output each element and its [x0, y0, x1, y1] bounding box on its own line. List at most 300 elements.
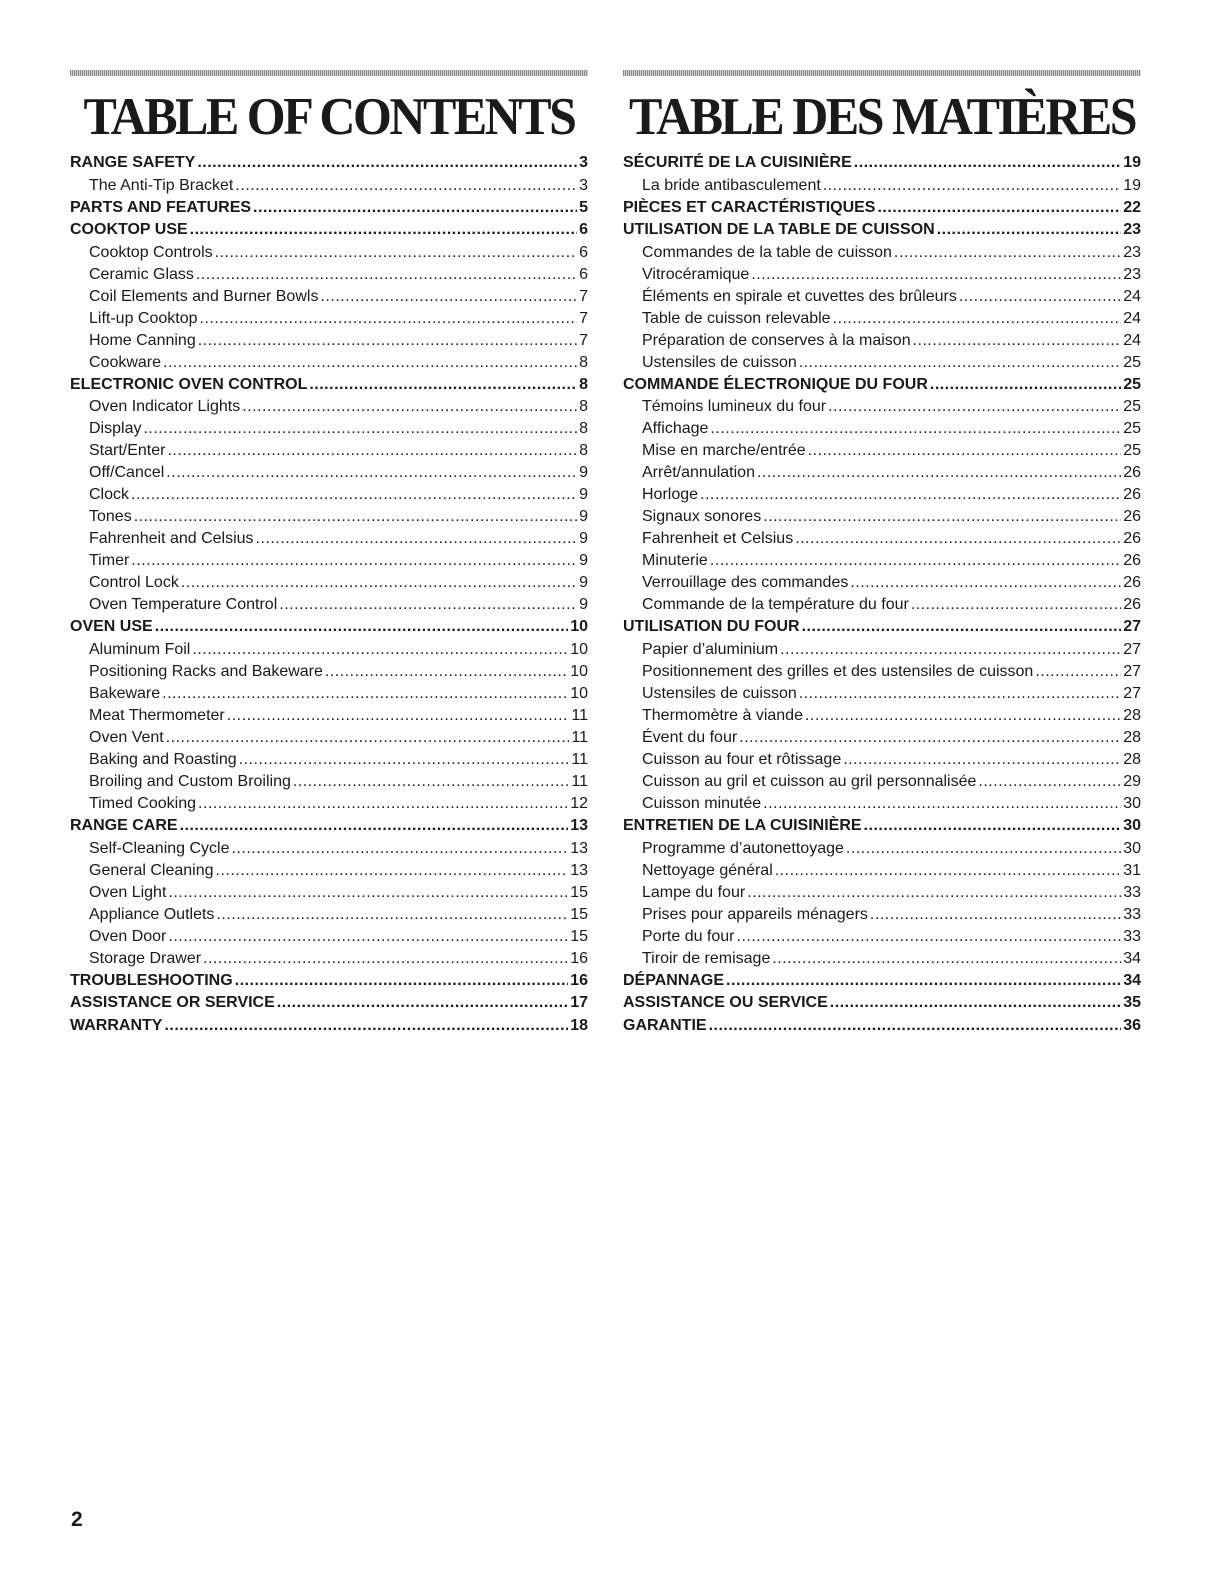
toc-entries-french	[623, 152, 1141, 1037]
toc-title-english: TABLE OF CONTENTS	[83, 86, 575, 146]
toc-subsection-entry	[70, 352, 588, 374]
entry-title: Ustensiles de cuisson	[642, 684, 797, 702]
toc-subsection-entry	[623, 175, 1141, 197]
dot-leader	[710, 550, 1121, 572]
entry-page-number: 27	[1123, 684, 1141, 702]
toc-subsection-entry	[70, 330, 588, 352]
toc-entries-english	[70, 152, 588, 1037]
dot-leader	[846, 838, 1121, 860]
entry-page-number: 34	[1123, 971, 1141, 989]
entry-title: Control Lock	[89, 574, 179, 592]
entry-title: Commandes de la table de cuisson	[642, 243, 892, 261]
entry-title: Cookware	[89, 353, 162, 371]
entry-title: Évent du four	[642, 728, 738, 746]
entry-page-number: 10	[570, 640, 588, 658]
toc-subsection-entry	[623, 352, 1141, 374]
entry-page-number: 22	[1123, 198, 1141, 216]
toc-subsection-entry	[623, 904, 1141, 926]
entry-title: Positioning Racks and Bakeware	[89, 662, 323, 680]
entry-title: Nettoyage général	[642, 861, 773, 879]
entry-title: WARRANTY	[70, 1016, 163, 1034]
entry-title: La bride antibasculement	[642, 176, 821, 194]
dot-leader	[808, 440, 1122, 462]
entry-title: RANGE CARE	[70, 816, 178, 834]
entry-page-number: 8	[579, 442, 588, 460]
toc-subsection-entry	[623, 926, 1141, 948]
entry-page-number: 26	[1123, 508, 1141, 526]
entry-title: Meat Thermometer	[89, 706, 225, 724]
entry-page-number: 8	[579, 353, 588, 371]
dot-leader	[1035, 661, 1121, 683]
entry-page-number: 10	[570, 662, 588, 680]
dot-leader	[913, 330, 1122, 352]
entry-page-number: 15	[570, 927, 588, 945]
toc-section-entry	[70, 815, 588, 838]
toc-section-entry	[623, 152, 1141, 175]
dot-leader	[279, 594, 577, 616]
toc-section-entry	[623, 219, 1141, 242]
toc-section-entry	[623, 815, 1141, 838]
entry-title: GARANTIE	[623, 1016, 707, 1034]
english-toc	[70, 70, 588, 1037]
entry-page-number: 26	[1123, 596, 1141, 614]
dot-leader	[235, 175, 577, 197]
dot-leader	[232, 838, 569, 860]
entry-title: Cooktop Controls	[89, 243, 213, 261]
entry-title: Mise en marche/entrée	[642, 442, 806, 460]
toc-section-entry	[623, 616, 1141, 639]
dot-leader	[242, 396, 577, 418]
entry-page-number: 36	[1123, 1016, 1141, 1034]
entry-page-number: 7	[579, 287, 588, 305]
entry-title: Thermomètre à viande	[642, 706, 803, 724]
dot-leader	[894, 242, 1121, 264]
entry-page-number: 35	[1123, 994, 1141, 1012]
entry-title: UTILISATION DE LA TABLE DE CUISSON	[623, 221, 935, 239]
dot-leader	[775, 860, 1121, 882]
entry-page-number: 9	[579, 596, 588, 614]
dot-leader	[168, 882, 568, 904]
dot-leader	[325, 661, 568, 683]
toc-subsection-entry	[623, 771, 1141, 793]
dot-leader	[710, 418, 1121, 440]
dot-leader	[215, 242, 577, 264]
dot-leader	[162, 683, 568, 705]
entry-page-number: 10	[570, 618, 588, 636]
entry-page-number: 26	[1123, 486, 1141, 504]
toc-subsection-entry	[623, 727, 1141, 749]
dot-leader	[772, 948, 1121, 970]
entry-title: ENTRETIEN DE LA CUISINIÈRE	[623, 816, 862, 834]
toc-subsection-entry	[623, 639, 1141, 661]
toc-subsection-entry	[623, 749, 1141, 771]
toc-subsection-entry	[70, 639, 588, 661]
toc-section-entry	[70, 152, 588, 175]
dot-leader	[155, 616, 569, 638]
entry-page-number: 9	[579, 530, 588, 548]
entry-title: Storage Drawer	[89, 949, 202, 967]
entry-page-number: 9	[579, 508, 588, 526]
toc-subsection-entry	[70, 396, 588, 418]
toc-subsection-entry	[70, 661, 588, 683]
entry-title: Display	[89, 420, 142, 438]
toc-subsection-entry	[623, 705, 1141, 727]
entry-title: Oven Indicator Lights	[89, 398, 241, 416]
dot-leader	[763, 506, 1121, 528]
entry-title: OVEN USE	[70, 618, 153, 636]
toc-subsection-entry	[623, 396, 1141, 418]
entry-title: Aluminum Foil	[89, 640, 191, 658]
toc-subsection-entry	[70, 440, 588, 462]
toc-subsection-entry	[70, 904, 588, 926]
toc-section-entry	[623, 374, 1141, 397]
entry-title: Baking and Roasting	[89, 750, 237, 768]
dot-leader	[134, 506, 577, 528]
dot-leader	[167, 440, 577, 462]
entry-title: Oven Vent	[89, 728, 164, 746]
toc-subsection-entry	[70, 749, 588, 771]
toc-subsection-entry	[623, 860, 1141, 882]
entry-title: Programme d’autonettoyage	[642, 839, 844, 857]
entry-title: Self-Cleaning Cycle	[89, 839, 230, 857]
entry-title: COOKTOP USE	[70, 221, 188, 239]
toc-subsection-entry	[70, 175, 588, 197]
entry-title: Appliance Outlets	[89, 905, 215, 923]
toc-subsection-entry	[623, 572, 1141, 594]
dot-leader	[739, 727, 1121, 749]
entry-page-number: 33	[1123, 905, 1141, 923]
dot-leader	[235, 970, 569, 992]
entry-title: Minuterie	[642, 552, 708, 570]
dot-leader	[164, 1015, 568, 1037]
toc-subsection-entry	[623, 683, 1141, 705]
entry-title: DÉPANNAGE	[623, 971, 725, 989]
toc-subsection-entry	[623, 528, 1141, 550]
entry-title: Table de cuisson relevable	[642, 309, 831, 327]
dot-leader	[181, 572, 577, 594]
dot-leader	[192, 639, 568, 661]
entry-page-number: 8	[579, 420, 588, 438]
dot-leader	[216, 860, 569, 882]
toc-subsection-entry	[70, 242, 588, 264]
entry-title: Horloge	[642, 486, 699, 504]
entry-title: SÉCURITÉ DE LA CUISINIÈRE	[623, 154, 852, 171]
entry-page-number: 28	[1123, 706, 1141, 724]
toc-subsection-entry	[70, 771, 588, 793]
toc-subsection-entry	[623, 462, 1141, 484]
entry-title: Timed Cooking	[89, 794, 197, 812]
toc-subsection-entry	[70, 705, 588, 727]
dot-leader	[277, 992, 568, 1014]
toc-subsection-entry	[70, 838, 588, 860]
dot-leader	[166, 462, 577, 484]
toc-subsection-entry	[623, 550, 1141, 572]
dot-leader	[200, 308, 578, 330]
entry-title: Cuisson au four et rôtissage	[642, 750, 842, 768]
toc-subsection-entry	[623, 330, 1141, 352]
entry-page-number: 8	[579, 398, 588, 416]
entry-title: Témoins lumineux du four	[642, 398, 827, 416]
entry-title: Off/Cancel	[89, 464, 165, 482]
dot-leader	[320, 286, 577, 308]
dot-leader	[197, 152, 577, 174]
entry-title: Bakeware	[89, 684, 161, 702]
dot-leader	[850, 572, 1121, 594]
entry-page-number: 9	[579, 552, 588, 570]
entry-title: General Cleaning	[89, 861, 214, 879]
entry-page-number: 7	[579, 309, 588, 327]
toc-subsection-entry	[70, 550, 588, 572]
toc-section-entry	[70, 992, 588, 1015]
entry-page-number: 6	[579, 243, 588, 261]
entry-title: Signaux sonores	[642, 508, 762, 526]
dot-leader	[854, 152, 1121, 174]
dot-leader	[726, 970, 1121, 992]
dot-leader	[309, 374, 577, 396]
entry-title: Cuisson minutée	[642, 794, 762, 812]
page-number: 2	[71, 1508, 83, 1531]
entry-title: Tiroir de remisage	[642, 949, 771, 967]
entry-page-number: 9	[579, 574, 588, 592]
entry-page-number: 3	[579, 176, 588, 194]
toc-section-entry	[70, 616, 588, 639]
entry-title: Fahrenheit and Celsius	[89, 530, 254, 548]
toc-subsection-entry	[623, 793, 1141, 815]
toc-subsection-entry	[70, 882, 588, 904]
dot-leader	[864, 815, 1122, 837]
entry-page-number: 26	[1123, 574, 1141, 592]
entry-page-number: 13	[570, 816, 588, 834]
entry-title: Coil Elements and Burner Bowls	[89, 287, 319, 305]
entry-title: Affichage	[642, 420, 709, 438]
entry-title: Porte du four	[642, 927, 735, 945]
dot-leader	[823, 175, 1121, 197]
entry-title: Oven Door	[89, 927, 167, 945]
entry-page-number: 31	[1123, 861, 1141, 879]
dot-leader	[911, 594, 1121, 616]
toc-subsection-entry	[70, 484, 588, 506]
dot-leader	[978, 771, 1121, 793]
toc-subsection-entry	[623, 506, 1141, 528]
entry-title: Commande de la température du four	[642, 596, 909, 614]
entry-page-number: 8	[579, 375, 588, 393]
dot-leader	[799, 352, 1121, 374]
entry-page-number: 26	[1123, 464, 1141, 482]
entry-title: UTILISATION DU FOUR	[623, 618, 800, 636]
entry-page-number: 18	[570, 1016, 588, 1034]
dot-leader	[830, 992, 1121, 1014]
entry-title: Papier d’aluminium	[642, 640, 779, 658]
toc-subsection-entry	[623, 418, 1141, 440]
entry-page-number: 27	[1123, 640, 1141, 658]
toc-subsection-entry	[623, 594, 1141, 616]
entry-title: COMMANDE ÉLECTRONIQUE DU FOUR	[623, 375, 928, 393]
entry-title: Lift-up Cooktop	[89, 309, 198, 327]
entry-page-number: 12	[570, 794, 588, 812]
entry-title: Tones	[89, 508, 132, 526]
entry-page-number: 28	[1123, 728, 1141, 746]
dot-leader	[239, 749, 570, 771]
entry-page-number: 17	[570, 994, 588, 1012]
entry-title: ASSISTANCE OR SERVICE	[70, 994, 275, 1012]
entry-page-number: 24	[1123, 331, 1141, 349]
entry-title: Cuisson au gril et cuisson au gril personnalisée	[642, 772, 977, 790]
entry-page-number: 29	[1123, 772, 1141, 790]
entry-title: Éléments en spirale et cuvettes des brûleurs	[642, 287, 957, 305]
toc-subsection-entry	[623, 882, 1141, 904]
dot-leader	[196, 264, 577, 286]
entry-title: Prises pour appareils ménagers	[642, 905, 868, 923]
entry-title: Arrêt/annulation	[642, 464, 755, 482]
entry-page-number: 11	[571, 728, 588, 746]
entry-title: Oven Light	[89, 883, 167, 901]
entry-title: ASSISTANCE OU SERVICE	[623, 994, 828, 1012]
dot-leader	[293, 771, 570, 793]
dot-leader	[203, 948, 568, 970]
entry-title: Préparation de conserves à la maison	[642, 331, 911, 349]
entry-title: Clock	[89, 486, 130, 504]
dot-leader	[757, 462, 1121, 484]
entry-page-number: 28	[1123, 750, 1141, 768]
dot-leader	[709, 1015, 1122, 1037]
french-toc	[623, 70, 1141, 1037]
dot-leader	[166, 727, 570, 749]
toc-section-entry	[70, 219, 588, 242]
toc-subsection-entry	[70, 727, 588, 749]
toc-subsection-entry	[70, 926, 588, 948]
header-rule	[70, 70, 588, 76]
toc-subsection-entry	[70, 506, 588, 528]
entry-page-number: 26	[1123, 530, 1141, 548]
toc-subsection-entry	[623, 661, 1141, 683]
toc-section-entry	[70, 374, 588, 397]
entry-title: Home Canning	[89, 331, 196, 349]
entry-page-number: 30	[1123, 794, 1141, 812]
dot-leader	[843, 749, 1121, 771]
toc-subsection-entry	[70, 264, 588, 286]
entry-page-number: 26	[1123, 552, 1141, 570]
dot-leader	[751, 264, 1121, 286]
entry-page-number: 15	[570, 883, 588, 901]
entry-page-number: 11	[571, 750, 588, 768]
toc-section-entry	[70, 197, 588, 220]
entry-page-number: 24	[1123, 309, 1141, 327]
dot-leader	[805, 705, 1121, 727]
entry-page-number: 30	[1123, 839, 1141, 857]
toc-section-entry	[70, 1015, 588, 1038]
toc-subsection-entry	[623, 948, 1141, 970]
dot-leader	[737, 926, 1122, 948]
entry-page-number: 15	[570, 905, 588, 923]
entry-page-number: 34	[1123, 949, 1141, 967]
entry-title: PARTS AND FEATURES	[70, 198, 252, 216]
entry-title: Oven Temperature Control	[89, 596, 278, 614]
dot-leader	[937, 219, 1122, 241]
dot-leader	[780, 639, 1121, 661]
dot-leader	[143, 418, 577, 440]
dot-leader	[795, 528, 1121, 550]
toc-subsection-entry	[623, 838, 1141, 860]
entry-page-number: 11	[571, 772, 588, 790]
toc-subsection-entry	[70, 860, 588, 882]
toc-subsection-entry	[623, 308, 1141, 330]
entry-page-number: 7	[579, 331, 588, 349]
dot-leader	[799, 683, 1121, 705]
toc-subsection-entry	[623, 264, 1141, 286]
dot-leader	[131, 550, 577, 572]
dot-leader	[198, 793, 568, 815]
toc-subsection-entry	[70, 594, 588, 616]
toc-subsection-entry	[623, 440, 1141, 462]
entry-page-number: 19	[1123, 176, 1141, 194]
toc-section-entry	[623, 197, 1141, 220]
dot-leader	[190, 219, 577, 241]
entry-title: Vitrocéramique	[642, 265, 750, 283]
entry-title: Verrouillage des commandes	[642, 574, 849, 592]
entry-page-number: 13	[570, 839, 588, 857]
entry-title: Ceramic Glass	[89, 265, 194, 283]
entry-page-number: 19	[1123, 154, 1141, 171]
entry-page-number: 16	[570, 971, 588, 989]
toc-subsection-entry	[70, 528, 588, 550]
entry-page-number: 33	[1123, 927, 1141, 945]
toc-subsection-entry	[70, 948, 588, 970]
entry-page-number: 13	[570, 861, 588, 879]
toc-subsection-entry	[70, 308, 588, 330]
dot-leader	[870, 904, 1121, 926]
entry-title: The Anti-Tip Bracket	[89, 176, 234, 194]
dot-leader	[216, 904, 568, 926]
entry-title: TROUBLESHOOTING	[70, 971, 233, 989]
entry-page-number: 24	[1123, 287, 1141, 305]
toc-subsection-entry	[623, 484, 1141, 506]
entry-page-number: 9	[579, 464, 588, 482]
dot-leader	[256, 528, 578, 550]
entry-title: Start/Enter	[89, 442, 166, 460]
entry-page-number: 27	[1123, 618, 1141, 636]
toc-section-entry	[623, 1015, 1141, 1038]
toc-title-french: TABLE DES MATIÈRES	[628, 86, 1136, 146]
toc-subsection-entry	[70, 683, 588, 705]
entry-page-number: 16	[570, 949, 588, 967]
entry-page-number: 33	[1123, 883, 1141, 901]
entry-page-number: 23	[1123, 243, 1141, 261]
dot-leader	[833, 308, 1122, 330]
toc-subsection-entry	[70, 793, 588, 815]
entry-page-number: 11	[571, 706, 588, 724]
entry-page-number: 23	[1123, 265, 1141, 283]
entry-title: PIÈCES ET CARACTÉRISTIQUES	[623, 198, 876, 216]
toc-section-entry	[70, 970, 588, 993]
dot-leader	[763, 793, 1121, 815]
entry-page-number: 23	[1123, 221, 1141, 239]
dot-leader	[959, 286, 1121, 308]
entry-title: Positionnement des grilles et des ustensiles de cuisson	[642, 662, 1034, 680]
entry-page-number: 25	[1123, 375, 1141, 393]
dot-leader	[227, 705, 570, 727]
dot-leader	[700, 484, 1121, 506]
entry-title: Ustensiles de cuisson	[642, 353, 797, 371]
entry-title: ELECTRONIC OVEN CONTROL	[70, 375, 308, 393]
dot-leader	[253, 197, 577, 219]
toc-section-entry	[623, 970, 1141, 993]
entry-page-number: 5	[579, 198, 588, 216]
dot-leader	[802, 616, 1122, 638]
toc-section-entry	[623, 992, 1141, 1015]
dot-leader	[877, 197, 1121, 219]
entry-title: Fahrenheit et Celsius	[642, 530, 794, 548]
entry-page-number: 6	[579, 221, 588, 239]
